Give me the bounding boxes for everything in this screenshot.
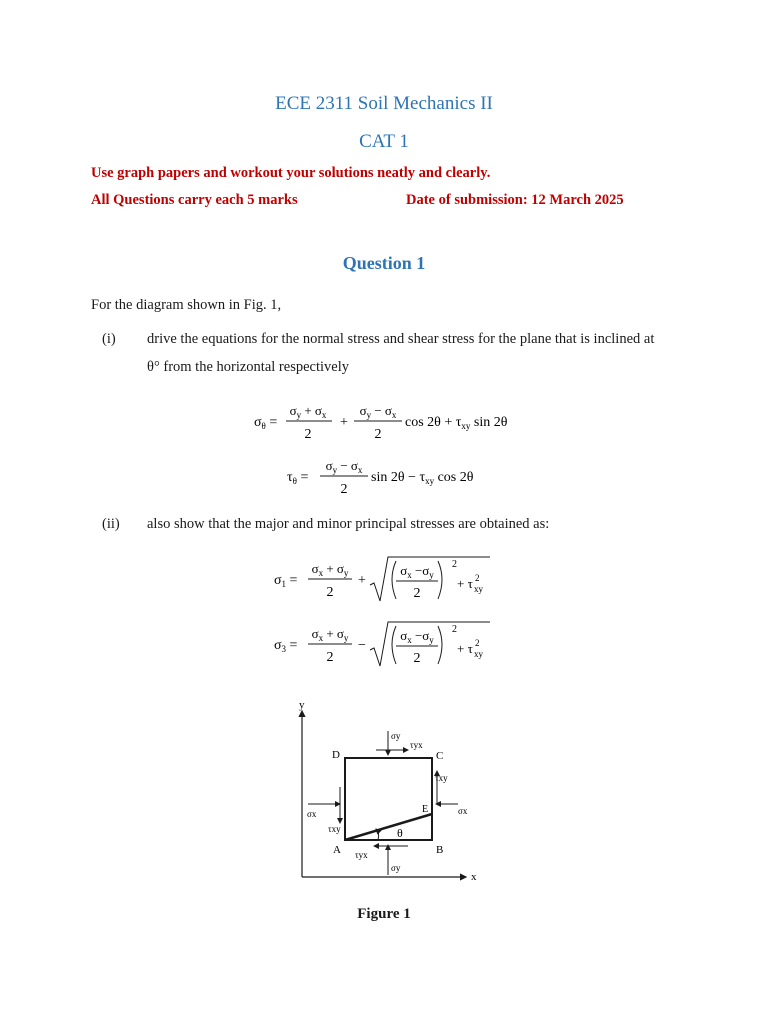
svg-text:σy − σx: $\sigma_y - \sigma_x$ xyxy=(325,458,363,475)
corner-B: B xyxy=(436,844,444,856)
item-i-text: drive the equations for the normal stress and shear stress for the plane that is inclined at xyxy=(147,331,655,347)
svg-text:sin 2θ − τxy cos 2θ: $\sin 2\theta - \tau_{xy}$ cos 2θ xyxy=(371,470,474,486)
sigma-y-top: σy xyxy=(391,731,401,741)
tau-xy-right: τxy xyxy=(435,773,448,783)
sigma-y-bottom: σy xyxy=(391,863,401,873)
item-ii-text: also show that the major and minor principal stresses are obtained as: xyxy=(147,516,550,532)
instruction-line: Use graph papers and workout your solutions neatly and clearly. xyxy=(91,165,491,181)
svg-text:+ τ: + τ xyxy=(457,641,473,656)
svg-text:σx + σy: $\sigma_x + \sigma_y$ xyxy=(311,561,349,578)
svg-text:2: 2 xyxy=(413,586,421,601)
svg-text:+: + xyxy=(340,415,348,430)
cat-title: CAT 1 xyxy=(359,131,409,152)
svg-text:σ1 =: $\sigma_1$ = xyxy=(274,573,298,589)
svg-text:σx −σy: $\sigma_x -\sigma_y$ xyxy=(400,628,434,645)
item-i-text-cont: θ° from the horizontal respectively xyxy=(147,359,349,375)
svg-text:σx −σy: $\sigma_x -\sigma_y$ xyxy=(400,563,434,580)
svg-text:2: 2 xyxy=(475,573,480,583)
marks-line: All Questions carry each 5 marks xyxy=(91,192,298,208)
svg-text:xy: xy xyxy=(474,584,483,594)
svg-text:2: 2 xyxy=(374,427,382,442)
tau-yx-top: τyx xyxy=(410,740,423,750)
svg-text:2: 2 xyxy=(475,638,480,648)
y-axis-label: y xyxy=(299,699,305,711)
svg-text:σx + σy: $\sigma_x + \sigma_y$ xyxy=(311,626,349,643)
svg-text:2: 2 xyxy=(452,559,457,570)
svg-text:2: 2 xyxy=(326,585,334,600)
svg-text:2: 2 xyxy=(340,482,348,497)
equation-sigma-1 xyxy=(272,553,497,607)
svg-text:cos 2θ + τxy sin 2θ: $\cos 2\theta + \tau_{xy}$ sin 2θ xyxy=(405,415,508,431)
equation-tau-theta xyxy=(285,456,505,502)
svg-text:+: + xyxy=(358,573,366,588)
svg-text:τθ =: $\tau_\theta$ = xyxy=(287,470,309,486)
sigma-x-left: σx xyxy=(307,809,317,819)
figure-caption: Figure 1 xyxy=(357,906,411,922)
svg-text:σy − σx: $\sigma_y - \sigma_x$ xyxy=(359,403,397,420)
svg-text:σ3 =: $\sigma_3$ = xyxy=(274,638,298,654)
sigma-x-right: σx xyxy=(458,806,468,816)
inclined-plane xyxy=(345,814,432,840)
corner-A: A xyxy=(333,844,341,856)
equation-sigma-theta xyxy=(250,398,530,446)
svg-text:−: − xyxy=(358,638,366,653)
svg-text:+ τ: + τ xyxy=(457,576,473,591)
submission-date: Date of submission: 12 March 2025 xyxy=(406,192,624,208)
svg-text:xy: xy xyxy=(474,649,483,659)
svg-text:2: 2 xyxy=(452,624,457,635)
point-E: E xyxy=(422,804,429,815)
equation-sigma-3 xyxy=(272,618,497,672)
course-title: ECE 2311 Soil Mechanics II xyxy=(275,93,493,114)
item-ii-number: (ii) xyxy=(102,516,120,532)
svg-text:2: 2 xyxy=(304,427,312,442)
question-intro: For the diagram shown in Fig. 1, xyxy=(91,297,282,313)
corner-C: C xyxy=(436,750,444,762)
tau-yx-bottom: τyx xyxy=(355,850,368,860)
theta-label: θ xyxy=(397,826,403,840)
item-i-number: (i) xyxy=(102,331,116,347)
svg-text:2: 2 xyxy=(326,650,334,665)
svg-text:σθ =: $\sigma_\theta$ = xyxy=(254,415,278,431)
tau-xy-left: τxy xyxy=(328,824,341,834)
stress-element-figure xyxy=(290,695,490,885)
corner-D: D xyxy=(332,749,340,761)
x-axis-label: x xyxy=(471,871,477,883)
svg-text:2: 2 xyxy=(413,651,421,666)
svg-text:σy + σx: $\sigma_y + \sigma_x$ xyxy=(289,403,327,420)
question-title: Question 1 xyxy=(342,253,426,273)
